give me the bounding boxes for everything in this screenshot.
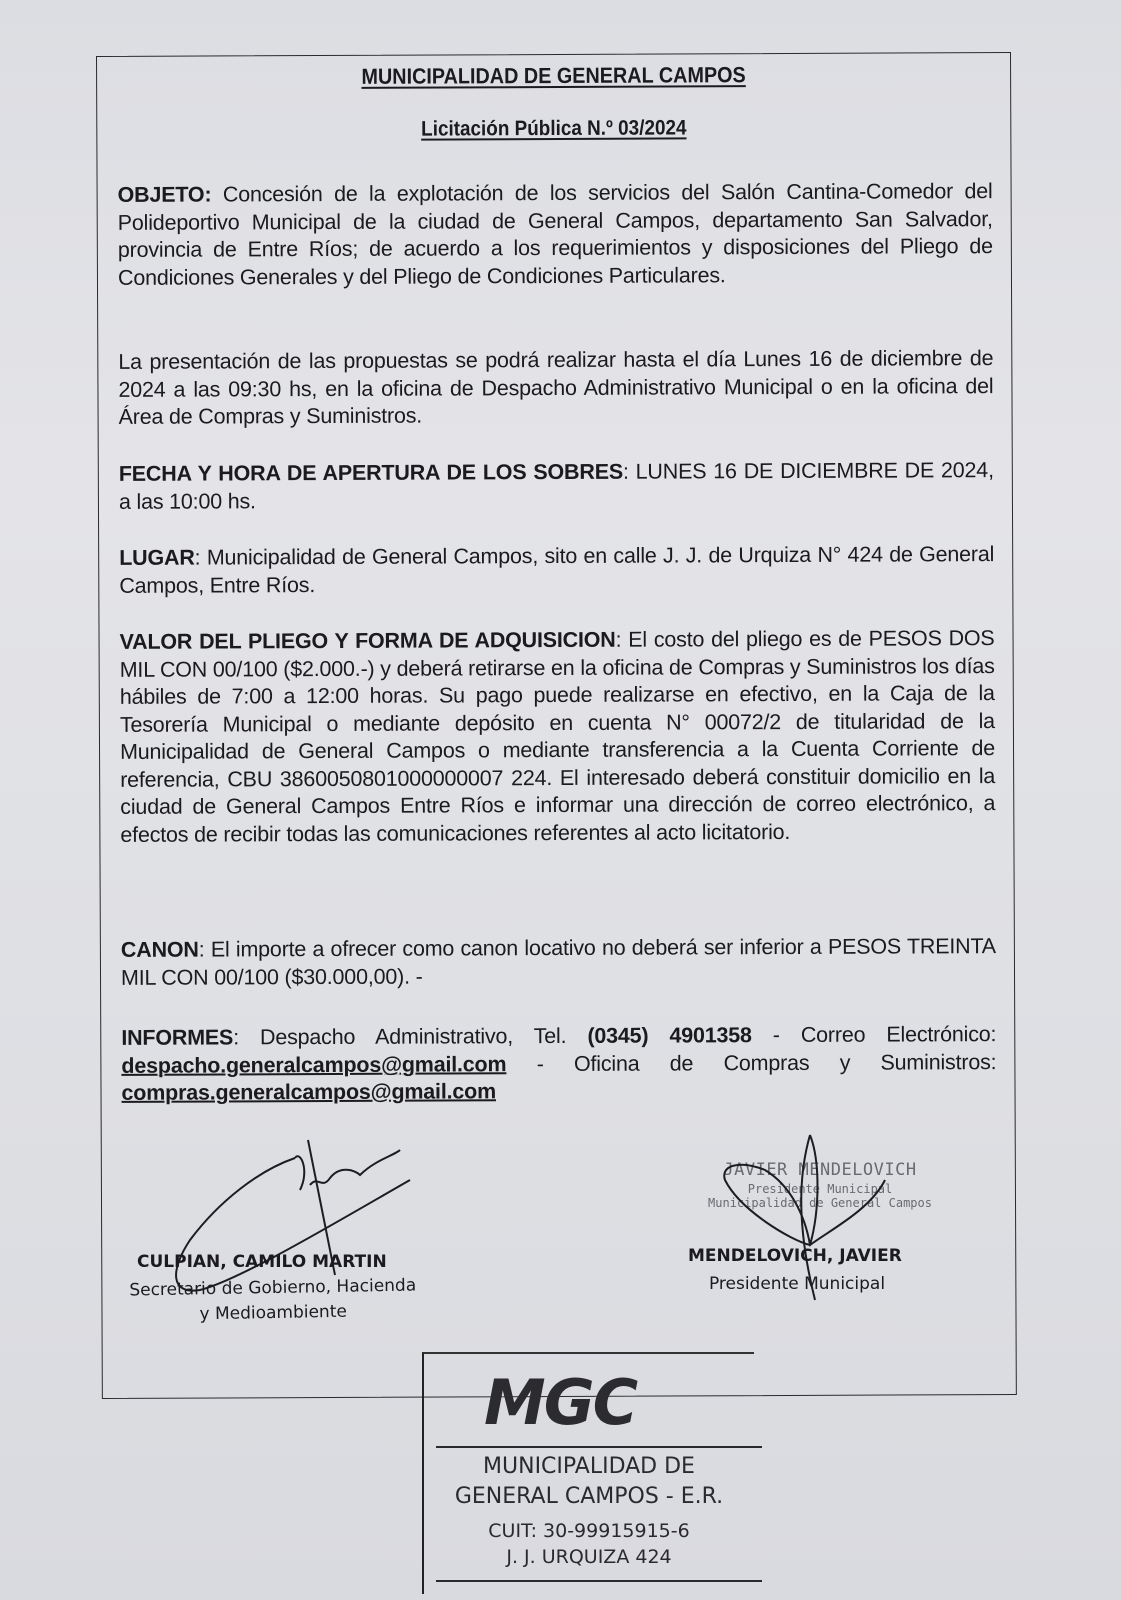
canon-text: : El importe a ofrecer como canon locativo no deberá ser inferior a PESOS TREINTA MIL CON 00/100 ($30.000,00). - — [120, 934, 996, 990]
section-objeto — [118, 178, 993, 292]
informes-text-3: - Oficina de Compras y Suministros: — [506, 1049, 997, 1076]
section-informes — [121, 1021, 996, 1107]
stamp-divider — [436, 1446, 762, 1448]
stamp-org: Municipalidad de General Campos — [708, 1196, 932, 1210]
stamp-line-2: GENERAL CAMPOS - E.R. — [454, 1484, 724, 1509]
valor-text: : El costo del pliego es de PESOS DOS MIL CON 00/100 ($2.000.-) y deberá retirarse en la oficina de Compras y Suministros los días hábiles de 7:00 a 12:00 horas. Su pago puede realizarse en efectivo, en la Caja de la Tesorería Municipal o mediante depósito en cuenta N° 00072/2 de titularidad de la Municipalidad de General Campos o mediante transferencia a la Cuenta Corriente de referencia, CBU 3860050801000000007 224. El interesado deberá constituir domicilio en la ciudad de General Campos Entre Ríos e informar una dirección de correo electrónico, a efectos de recibir todas las comunicaciones referentes al acto licitatorio. — [119, 626, 996, 847]
objeto-label: OBJETO: — [117, 182, 212, 207]
signatory-left-role — [108, 1273, 439, 1329]
mgc-logo: MGC — [484, 1366, 637, 1439]
lugar-text: : Municipalidad de General Campos, sito en calle J. J. de Urquiza N° 424 de General Campos, Entre Ríos. — [119, 542, 995, 598]
canon-label: CANON — [120, 937, 199, 962]
stamp-role: Presidente Municipal — [747, 1182, 893, 1196]
stamp-name: JAVIER MENDELOVICH — [723, 1160, 917, 1180]
stamp-address: J. J. URQUIZA 424 — [506, 1546, 672, 1568]
email-despacho-link[interactable]: despacho.generalcampos@gmail.com — [121, 1051, 507, 1078]
presentacion-text: La presentación de las propuestas se podrá realizar hasta el día Lunes 16 de diciembre de 2024 a las 09:30 hs, en la oficina de Despacho Administrativo Municipal o en la oficina del Área de Compras y Suministros. — [118, 346, 994, 429]
document-subtitle: Licitación Pública N.º 03/2024 — [421, 116, 687, 141]
valor-label: VALOR DEL PLIEGO Y FORMA DE ADQUISICION — [119, 627, 616, 654]
stamp-divider-bottom — [436, 1580, 762, 1582]
informes-text-2: - Correo Electrónico: — [751, 1022, 997, 1048]
signatory-left-role-line2: y Medioambiente — [199, 1301, 348, 1325]
signatory-right-role: Presidente Municipal — [708, 1274, 886, 1294]
apertura-text: : LUNES 16 DE DICIEMBRE DE 2024, a las 10:00 hs. — [118, 458, 994, 514]
signatory-left-role-line1: Secretario de Gobierno, Hacienda — [129, 1275, 417, 1301]
email-compras-link[interactable]: compras.generalcampos@gmail.com — [121, 1079, 497, 1105]
informes-text-1: : Despacho Administrativo, Tel. — [233, 1023, 588, 1050]
document-title: MUNICIPALIDAD DE GENERAL CAMPOS — [361, 62, 746, 89]
phone-number: (0345) 4901358 — [587, 1023, 752, 1048]
section-presentacion — [118, 345, 993, 431]
stamp-cuit: CUIT: 30-99915915-6 — [488, 1520, 690, 1542]
apertura-label: FECHA Y HORA DE APERTURA DE LOS SOBRES — [118, 459, 623, 486]
objeto-text: Concesión de la explotación de los servicios del Salón Cantina-Comedor del Polideportivo Municipal de la ciudad de General Campos, departamento San Salvador, provincia de Entre Ríos; de acuerdo a los requerimientos y disposiciones del Pliego de Condiciones Generales y del Pliego de Condiciones Particulares. — [117, 179, 993, 290]
section-valor — [119, 625, 995, 849]
stamp-line-1: MUNICIPALIDAD DE — [483, 1454, 695, 1479]
signatory-right-name: MENDELOVICH, JAVIER — [688, 1246, 902, 1266]
official-stamp — [422, 1352, 754, 1594]
section-lugar — [119, 541, 994, 600]
section-apertura — [119, 457, 994, 516]
signatory-left-name: CULPIAN, CAMILO MARTIN — [137, 1252, 387, 1272]
lugar-label: LUGAR — [119, 545, 195, 570]
informes-label: INFORMES — [121, 1025, 234, 1050]
section-canon — [121, 933, 996, 992]
